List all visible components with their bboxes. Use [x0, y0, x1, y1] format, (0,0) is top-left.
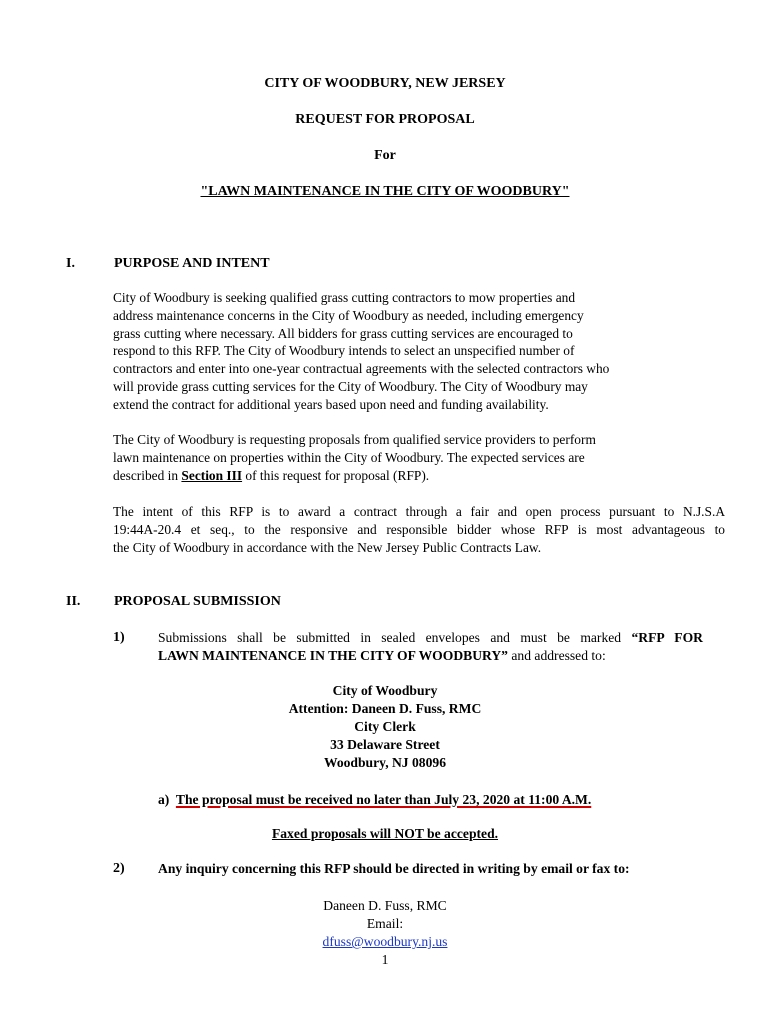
address-line: 33 Delaware Street — [330, 737, 440, 752]
paragraph-text: and addressed to: — [507, 647, 606, 663]
section-2-heading: PROPOSAL SUBMISSION — [114, 594, 281, 609]
paragraph-line — [113, 467, 653, 485]
deadline-label: a) — [158, 792, 170, 807]
paragraph-line: lawn maintenance on properties within the City of Woodbury. The expected services are — [113, 449, 585, 465]
document-for-label: For — [374, 148, 396, 163]
rfp-label-bold: LAWN MAINTENANCE IN THE CITY OF WOODBURY” — [158, 647, 508, 663]
paragraph-line: will provide grass cutting services for the City of Woodbury. The City of Woodbury may — [113, 378, 588, 394]
deadline-item — [158, 791, 591, 809]
mailing-address — [0, 682, 770, 772]
section-3-reference: Section III — [181, 467, 243, 483]
paragraph-line: 19:44A-20.4 et seq., to the responsive and responsible bidder whose RFP is most advantageous to — [113, 521, 725, 537]
document-subtitle: REQUEST FOR PROPOSAL — [295, 112, 475, 127]
paragraph-text: Submissions shall be submitted in sealed envelopes and must be marked — [158, 630, 632, 645]
paragraph-line: contractors and enter into one-year contractual agreements with the selected contractors who — [113, 361, 610, 377]
rfp-label-bold: “RFP FOR — [631, 630, 703, 645]
section-1-paragraph-2 — [113, 431, 653, 484]
paragraph-text: of this request for proposal (RFP). — [242, 467, 430, 483]
paragraph-line: City of Woodbury is seeking qualified grass cutting contractors to mow properties and — [113, 290, 576, 305]
deadline-text: The proposal must be received no later than July 23, 2020 at 11:00 A.M. — [175, 792, 592, 807]
document-title: CITY OF WOODBURY, NEW JERSEY — [264, 76, 506, 91]
project-title: "LAWN MAINTENANCE IN THE CITY OF WOODBURY" — [200, 184, 570, 199]
paragraph-line: extend the contract for additional years based upon need and funding availability. — [113, 396, 549, 412]
paragraph-line: the City of Woodbury in accordance with the New Jersey Public Contracts Law. — [113, 539, 542, 555]
contact-email-link[interactable]: dfuss@woodbury.nj.us — [322, 934, 448, 949]
item-1-number: 1) — [113, 630, 125, 645]
address-line: Woodbury, NJ 08096 — [324, 755, 446, 770]
section-2-number: II. — [66, 594, 81, 609]
contact-name: Daneen D. Fuss, RMC — [323, 898, 447, 913]
address-line: City of Woodbury — [332, 683, 438, 698]
paragraph-line: The intent of this RFP is to award a contract through a fair and open process pursuant to N.J.S.A — [113, 504, 725, 519]
contact-block — [0, 897, 770, 951]
contact-email-label: Email: — [366, 916, 404, 931]
item-1-text — [158, 629, 703, 665]
item-2-text: Any inquiry concerning this RFP should be directed in writing by email or fax to: — [158, 861, 630, 876]
fax-note: Faxed proposals will NOT be accepted. — [271, 826, 499, 841]
paragraph-line — [158, 647, 703, 665]
item-2-number: 2) — [113, 861, 125, 876]
paragraph-line: address maintenance concerns in the City of Woodbury as needed, including emergency — [113, 307, 584, 323]
paragraph-line: respond to this RFP. The City of Woodbury intends to select an unspecified number of — [113, 343, 575, 359]
contact-email-line — [0, 915, 770, 951]
paragraph-line: The City of Woodbury is requesting proposals from qualified service providers to perform — [113, 432, 596, 447]
section-1-paragraph-3 — [113, 503, 725, 556]
paragraph-line: grass cutting where necessary. All bidders for grass cutting services are encouraged to — [113, 325, 573, 341]
page-number: 1 — [381, 952, 389, 967]
paragraph-line — [158, 629, 703, 647]
section-1-number: I. — [66, 256, 75, 271]
section-1-paragraph-1 — [113, 289, 653, 414]
section-1-heading: PURPOSE AND INTENT — [114, 256, 270, 271]
address-line: City Clerk — [354, 719, 416, 734]
address-line: Attention: Daneen D. Fuss, RMC — [288, 701, 482, 716]
paragraph-text: described in — [113, 467, 182, 483]
